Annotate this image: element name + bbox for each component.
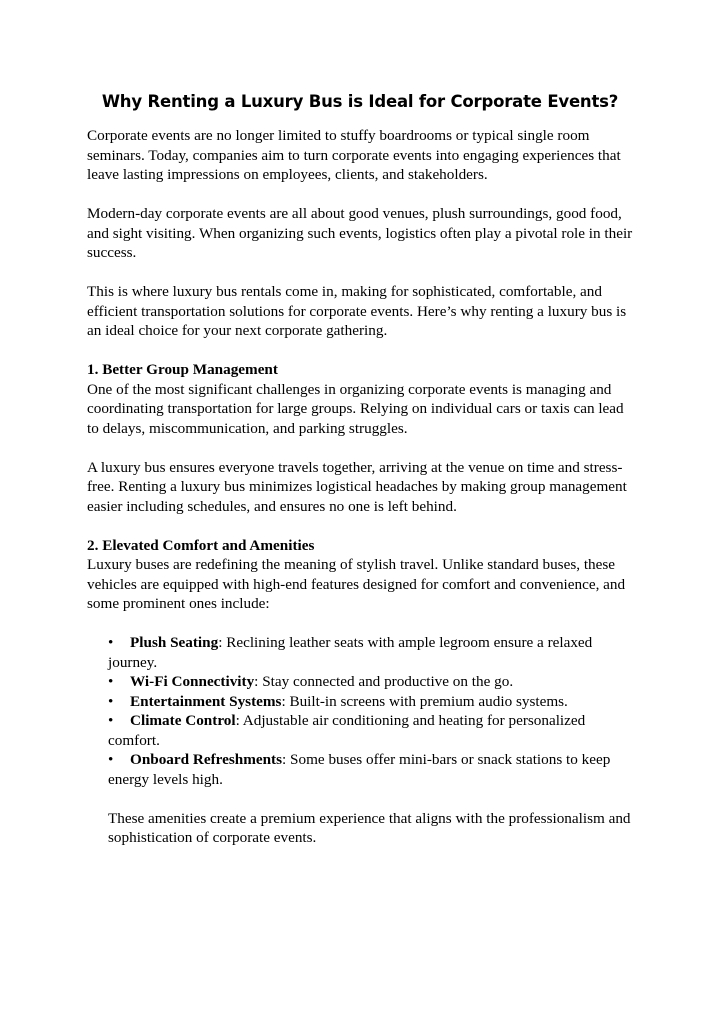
bullet-icon: • xyxy=(108,712,114,729)
section-2-heading: 2. Elevated Comfort and Amenities xyxy=(87,536,315,554)
document-body xyxy=(87,126,637,867)
section-1 xyxy=(87,360,637,438)
list-item xyxy=(108,711,637,750)
section-2-paragraph-1: Luxury buses are redefining the meaning of stylish travel. Unlike standard buses, these vehicles are equipped with high-end features designed for comfort and convenience, and some prominent ones include: xyxy=(87,556,626,612)
bullet-icon: • xyxy=(108,634,114,651)
section-2 xyxy=(87,536,637,614)
list-item-text: : Some buses offer mini-bars or snack stations to keep energy levels high. xyxy=(108,751,611,788)
section-1-paragraph-1: One of the most significant challenges in organizing corporate events is managing and coordinating transportation for large groups. Relying on individual cars or taxis can lead to delays, miscommunication, and parking struggles. xyxy=(87,380,624,437)
section-2-closing: These amenities create a premium experience that aligns with the professionalism and sophistication of corporate events. xyxy=(108,809,631,846)
bullet-icon: • xyxy=(108,673,114,690)
list-item xyxy=(108,750,637,789)
section-1-paragraph-2: A luxury bus ensures everyone travels together, arriving at the venue on time and stress-free. Renting a luxury bus minimizes logistical headaches by making group management easier including schedules, and ensures no one is left behind. xyxy=(87,458,627,515)
document-title: Why Renting a Luxury Bus is Ideal for Corporate Events? xyxy=(101,92,619,111)
list-item-term: Climate Control xyxy=(130,712,236,729)
list-item-text: : Adjustable air conditioning and heating for personalized comfort. xyxy=(108,712,586,749)
list-item xyxy=(108,692,637,712)
list-item-term: Onboard Refreshments xyxy=(130,751,283,768)
list-item-term: Wi-Fi Connectivity xyxy=(130,673,255,690)
list-item-text: : Reclining leather seats with ample legroom ensure a relaxed journey. xyxy=(108,634,593,671)
list-item-term: Plush Seating xyxy=(130,634,219,651)
list-item-text: : Built-in screens with premium audio systems. xyxy=(281,692,568,710)
bullet-icon: • xyxy=(108,692,114,710)
section-1-heading: 1. Better Group Management xyxy=(87,361,278,378)
bullet-icon: • xyxy=(108,751,114,768)
list-item-term: Entertainment Systems xyxy=(130,692,282,710)
intro-paragraph-3: This is where luxury bus rentals come in, making for sophisticated, comfortable, and efficient transportation solutions for corporate events. Here’s why renting a luxury bus is an ideal choice for your next corporate gathering. xyxy=(87,283,627,339)
list-item xyxy=(108,672,637,692)
list-item-text: : Stay connected and productive on the go. xyxy=(254,673,514,690)
amenities-list xyxy=(87,633,637,789)
list-item xyxy=(108,633,637,672)
intro-paragraph-2: Modern-day corporate events are all about good venues, plush surroundings, good food, and sight visiting. When organizing such events, logistics often play a pivotal role in their success. xyxy=(87,205,633,261)
intro-paragraph-1: Corporate events are no longer limited to stuffy boardrooms or typical single room seminars. Today, companies aim to turn corporate events into engaging experiences that leave lasting impressions on employees, clients, and stakeholders. xyxy=(87,127,621,183)
